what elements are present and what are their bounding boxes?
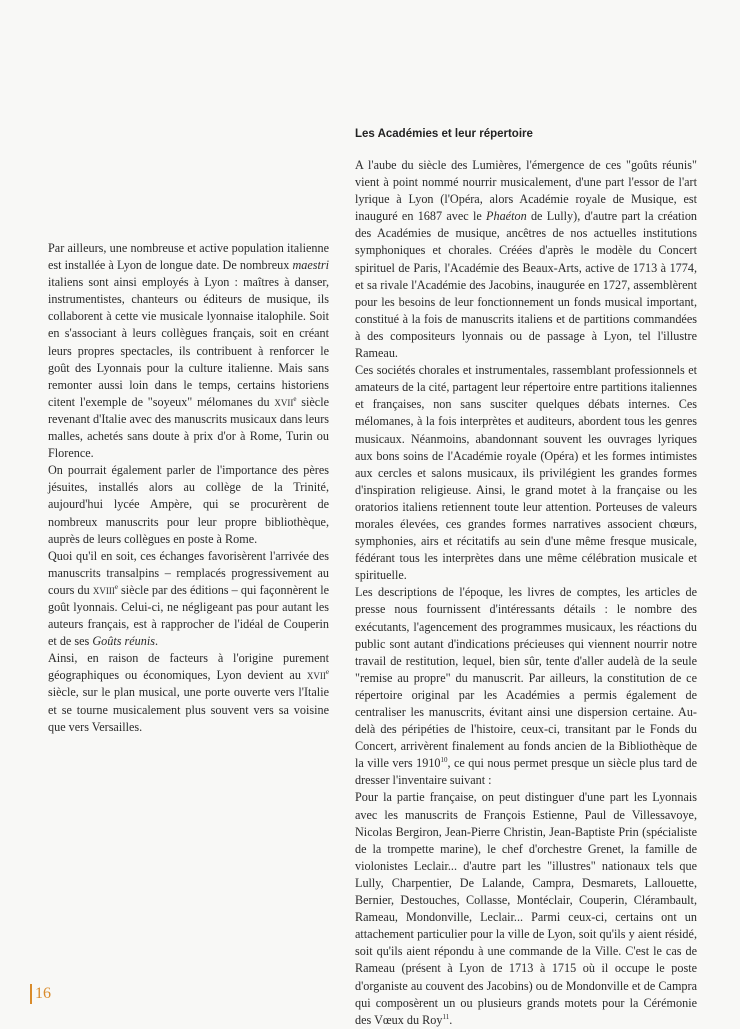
paragraph: On pourrait également parler de l'importance des pères jésuites, installés alors au collège de la Trinité, aujourd'hui lycée Ampère, qui se procurèrent de nombreux manuscrits pour leur propre bibliothèque, auprès de leurs collègues en poste à Rome. xyxy=(48,463,329,546)
paragraph: Les descriptions de l'époque, les livres de comptes, les articles de presse nous fournissent d'intéressants détails : le nombre des exécutants, l'agencement des programmes musicaux, les réactions du public sont autant d'indications précieuses qui viennent nourrir notre travail de restitution, lequel, bien sûr, tente d'aller audelà de la seule "remise au propre" du manuscrit. Par ailleurs, la constitution de ce répertoire original par les Académies a permis également de centraliser les manuscrits, évitant ainsi une dispersion certaine. Au-delà des péripéties de l'histoire, ceux-ci, transitant par le Fonds du Concert, arrivèrent finalement au fonds ancien de la Bibliothèque de la ville vers 1910$^{10}$, ce qui nous permet presque un siècle plus tard de dresser l'inventaire suivant : xyxy=(355,585,697,788)
left-column xyxy=(48,240,329,736)
paragraph: Par ailleurs, une nombreuse et active population italienne est installée à Lyon de longue date. De nombreux maestri italiens sont ainsi employés à Lyon : maîtres à danser, instrumentistes, chanteurs ou éditeurs de musique, ils collaborent à cette vie musicale lyonnaise italophile. Soit en s'associant à leurs collègues français, soit en créant leurs propres spectacles, ils contribuent à renforcer le goût des Lyonnais pour la culture italienne. Mais sans remonter aussi loin dans le temps, certains historiens citent l'exemple de "soyeux" mélomanes du xvii$^e$ siècle revenant d'Italie avec des manuscrits musicaux dans leurs malles, achetés sans doute à prix d'or à Rome, Turin ou Florence. xyxy=(48,241,330,461)
page-number: 16 xyxy=(30,984,51,1004)
paragraph: Ainsi, en raison de facteurs à l'origine purement géographiques ou économiques, Lyon devient au xvii$^e$ siècle, sur le plan musical, une porte ouverte vers l'Italie et se tourne musicalement plus souvent vers sa voisine que vers Versailles. xyxy=(48,651,329,734)
section-heading: Les Académies et leur répertoire xyxy=(355,128,533,140)
right-column xyxy=(355,157,697,1029)
paragraph: A l'aube du siècle des Lumières, l'émergence de ces "goûts réunis" vient à point nommé nourrir musicalement, d'une part l'essor de l'art lyrique à Lyon (l'Opéra, alors Académie royale de Musique, est inauguré en 1687 avec le Phaéton de Lully), d'autre part la création des Académies de musique, ancêtres de nos actuelles institutions symphoniques et chorales. Créées d'après le modèle du Concert spirituel de Paris, l'Académie des Beaux-Arts, active de 1713 à 1774, et sa rivale l'Académie des Jacobins, inaugurée en 1727, assemblèrent pour les besoins de leur fonctionnement un fonds musical important, constitué à la fois de manuscrits italiens et de partitions commandées à des compositeurs lyonnais ou de passage à Lyon, tel l'illustre Rameau. xyxy=(355,158,698,361)
paragraph: Ces sociétés chorales et instrumentales, rassemblant professionnels et amateurs de la cité, partagent leur répertoire entre partitions italiennes et françaises, non sans susciter quelques débats internes. Ces mélomanes, à la fois interprètes et auditeurs, abordent tous les genres musicaux. Néanmoins, abandonnant souvent les ouvrages lyriques aux bons soins de l'Académie royale (Opéra) et les formes intimistes aux cercles et salons musicaux, ils privilégient les grandes formes d'inspiration religieuse. Ainsi, le grand motet à la française ou les oratorios italiens retiennent toute leur attention. Porteuses de valeurs morales élevées, ces grandes formes narratives associent chœurs, symphonies, airs et récitatifs au sein d'une même fresque musicale, fédérant tous les interprètes dans une même célébration musicale et spirituelle. xyxy=(355,363,697,583)
paragraph: Pour la partie française, on peut distinguer d'une part les Lyonnais avec les manuscrits de François Estienne, Paul de Villessavoye, Nicolas Bergiron, Jean-Pierre Christin, Jean-Baptiste Prin (spécialiste de la trompette marine), le chef d'orchestre Grenet, la famille de violonistes Leclair... d'autre part les "illustres" nationaux tels que Lully, Charpentier, De Lalande, Campra, Desmarets, Lallouette, Bernier, Destouches, Collasse, Montéclair, Couperin, Clérambault, Rameau, Mondonville, Leclair... Parmi ceux-ci, certains ont un attachement particulier pour la ville de Lyon, soit qu'ils y aient résidé, soit qu'ils aient répondu à une commande de la Ville. C'est le cas de Rameau (présent à Lyon de 1713 à 1715 où il occupe le poste d'organiste au couvent des Jacobins) ou de Mondonville et de Campra qui composèrent un ou plusieurs grands motets pour la Cérémonie des Vœux du Roy$^{11}$. xyxy=(355,790,697,1027)
paragraph: Quoi qu'il en soit, ces échanges favorisèrent l'arrivée des manuscrits transalpins – remplacés progressivement au cours du xviii$^e$ siècle par des éditions – qui façonnèrent le goût lyonnais. Celui-ci, ne négligeant pas pour autant les auteurs français, est à rapprocher de l'idéal de Couperin et de ses Goûts réunis. xyxy=(48,548,329,649)
